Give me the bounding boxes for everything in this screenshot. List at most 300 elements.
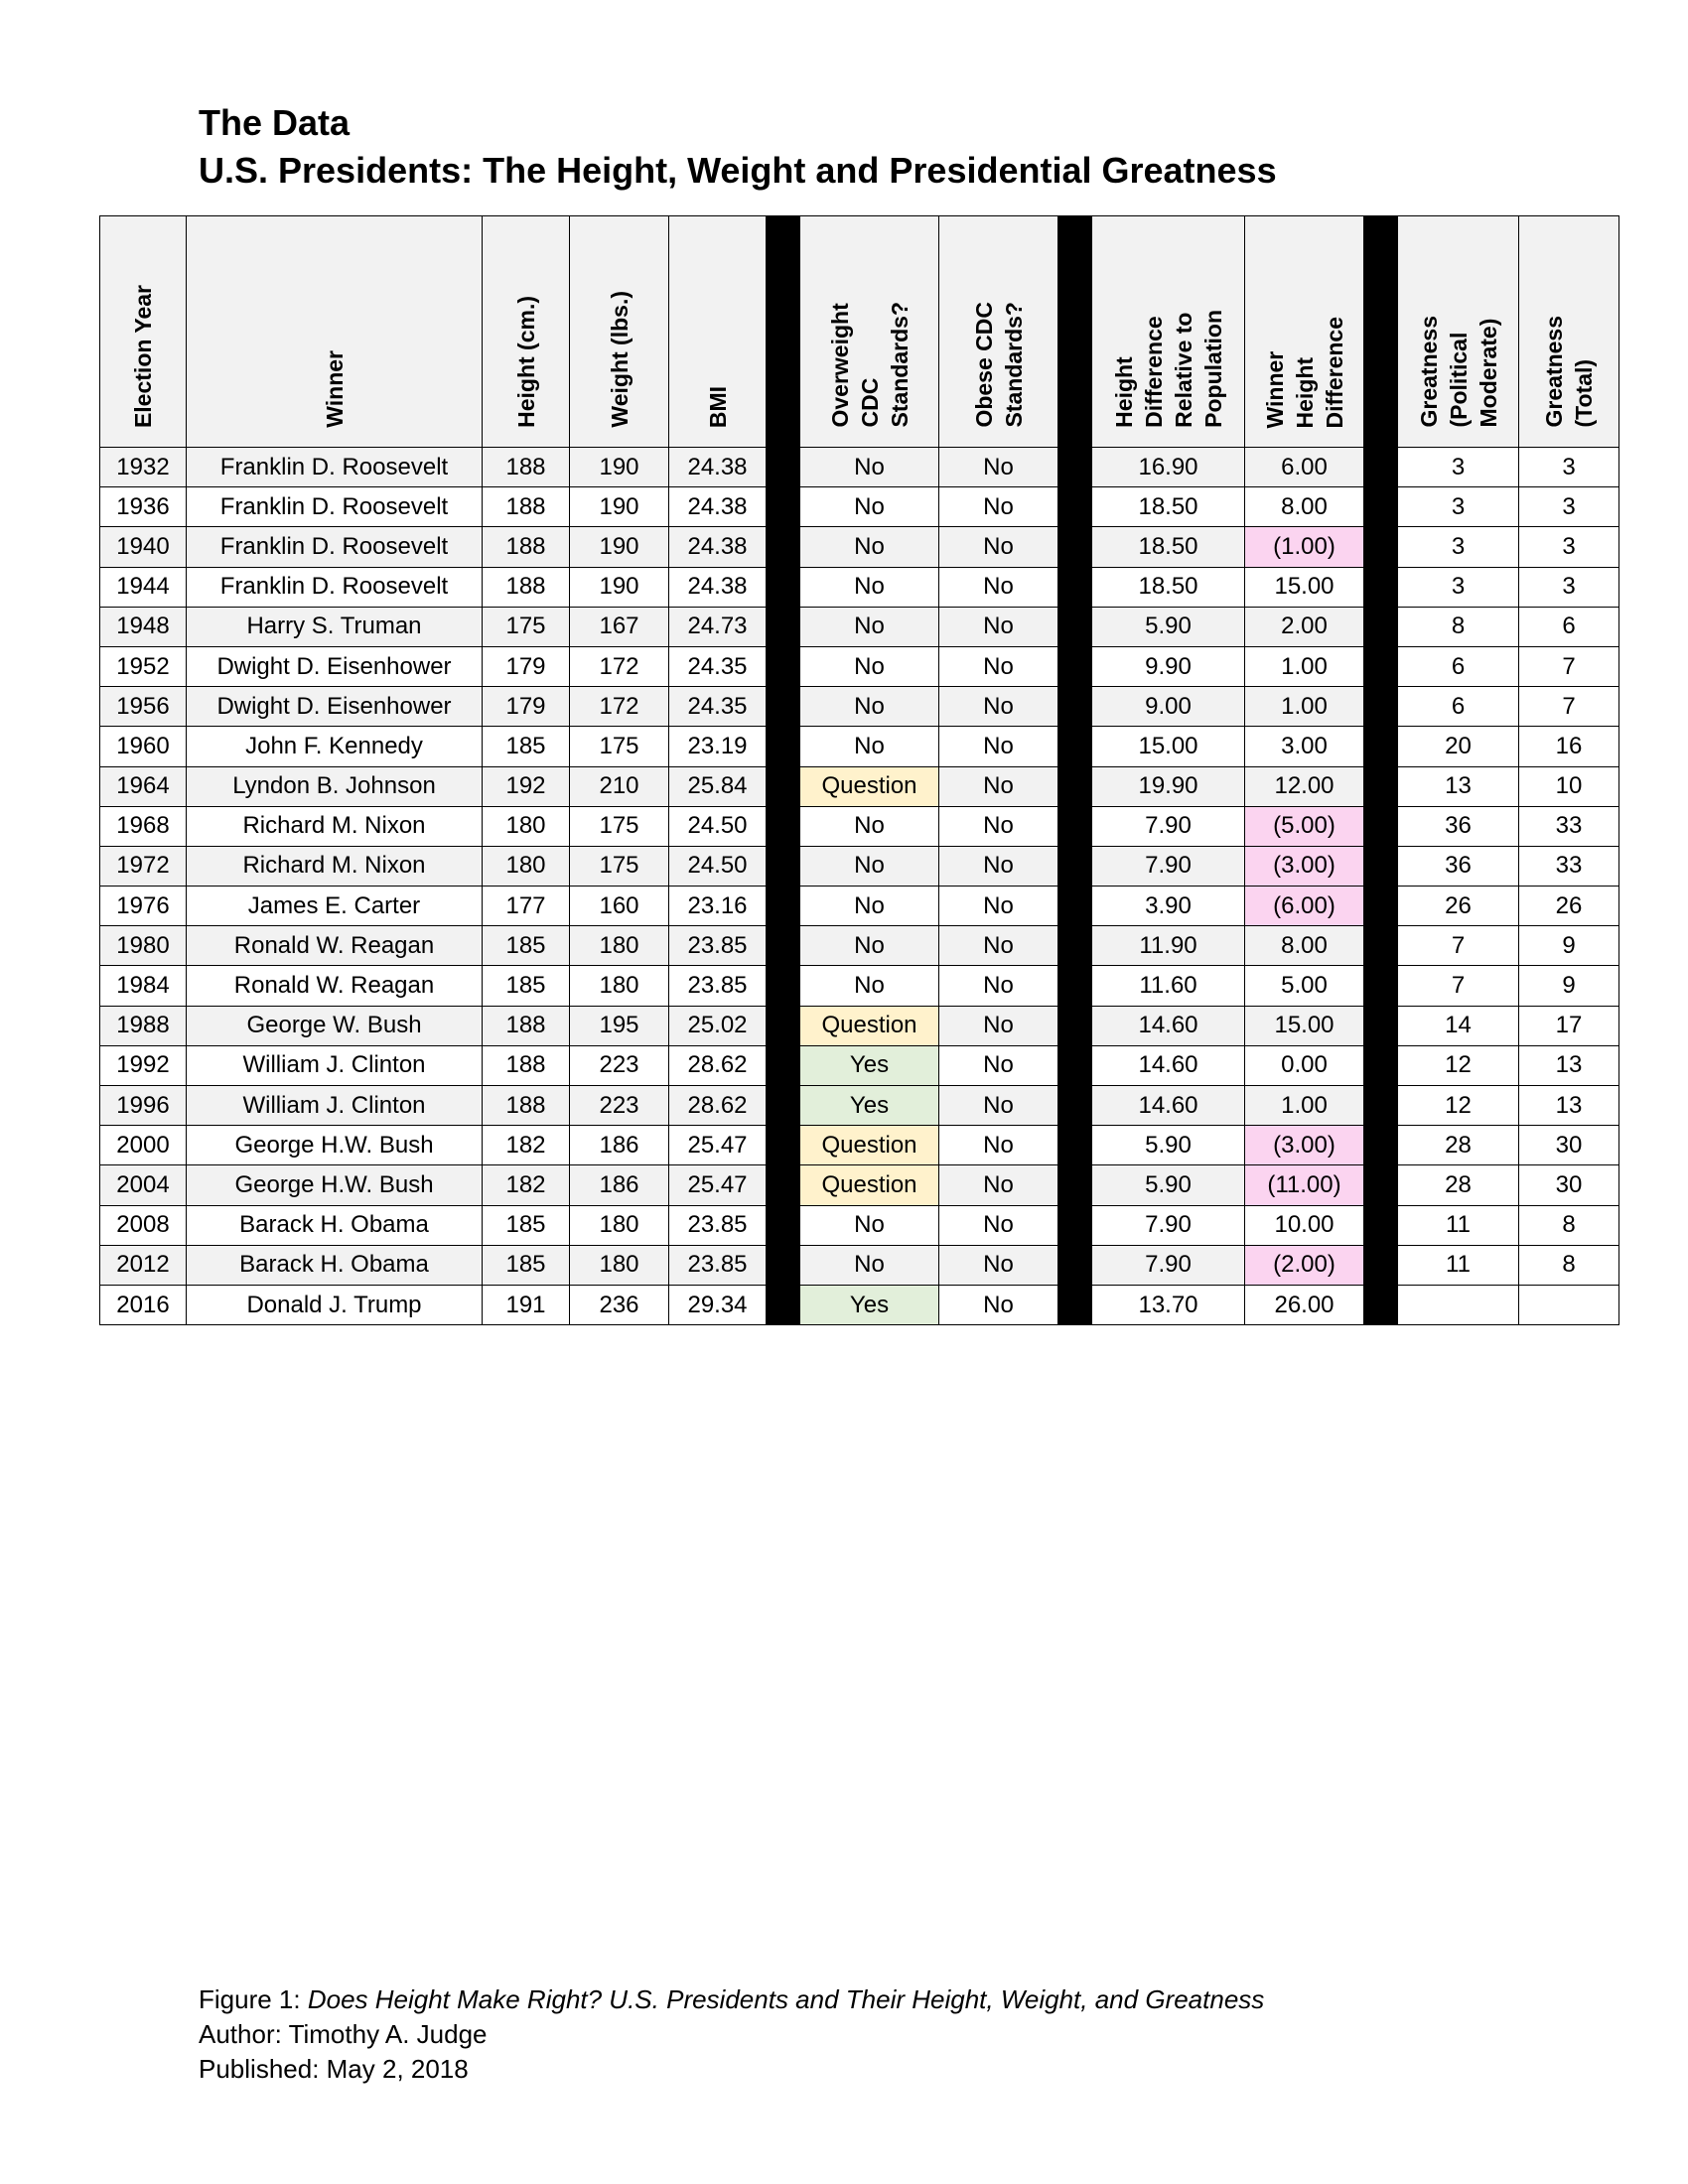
cell-height-diff-pop: 5.90	[1092, 1126, 1245, 1165]
cell-winner-height-diff: 12.00	[1245, 766, 1364, 806]
column-separator	[1058, 1245, 1092, 1285]
column-separator	[1058, 487, 1092, 527]
table-row	[100, 806, 1619, 846]
cell-winner: Franklin D. Roosevelt	[187, 527, 483, 567]
table-row	[100, 1045, 1619, 1085]
cell-height: 185	[483, 727, 570, 766]
page-heading	[199, 99, 1277, 195]
cell-year: 1988	[100, 1006, 187, 1045]
column-separator	[767, 687, 800, 727]
figure-label: Figure 1:	[199, 1984, 308, 2014]
cell-weight: 175	[570, 846, 669, 886]
cell-bmi: 23.85	[669, 1245, 767, 1285]
column-separator	[1364, 1045, 1398, 1085]
cell-weight: 210	[570, 766, 669, 806]
cell-greatness-total: 13	[1519, 1086, 1619, 1126]
cell-greatness-total: 30	[1519, 1165, 1619, 1205]
column-separator	[767, 1086, 800, 1126]
cell-greatness-moderate: 11	[1398, 1205, 1519, 1245]
column-separator	[767, 887, 800, 926]
cell-greatness-moderate	[1398, 1285, 1519, 1324]
column-separator	[1058, 1285, 1092, 1324]
cell-year: 1984	[100, 966, 187, 1006]
cell-obese: No	[939, 1006, 1058, 1045]
cell-bmi: 24.38	[669, 448, 767, 487]
cell-winner: Donald J. Trump	[187, 1285, 483, 1324]
col-header-winner: Winner	[187, 216, 483, 448]
cell-overweight: No	[800, 846, 939, 886]
column-separator	[1364, 1245, 1398, 1285]
table-row	[100, 1086, 1619, 1126]
column-separator	[767, 926, 800, 966]
cell-height: 175	[483, 607, 570, 646]
cell-overweight: Yes	[800, 1285, 939, 1324]
column-separator	[1058, 926, 1092, 966]
cell-bmi: 25.84	[669, 766, 767, 806]
column-separator	[1058, 527, 1092, 567]
cell-winner-height-diff: (3.00)	[1245, 1126, 1364, 1165]
column-separator	[1058, 448, 1092, 487]
cell-winner-height-diff: 8.00	[1245, 487, 1364, 527]
column-separator	[767, 448, 800, 487]
column-separator	[1058, 567, 1092, 607]
cell-winner: Dwight D. Eisenhower	[187, 646, 483, 686]
cell-obese: No	[939, 766, 1058, 806]
column-separator	[1364, 766, 1398, 806]
column-separator	[767, 766, 800, 806]
cell-obese: No	[939, 487, 1058, 527]
cell-greatness-total: 8	[1519, 1245, 1619, 1285]
cell-overweight: No	[800, 926, 939, 966]
cell-year: 1952	[100, 646, 187, 686]
column-separator	[1364, 567, 1398, 607]
cell-greatness-moderate: 20	[1398, 727, 1519, 766]
column-separator	[767, 846, 800, 886]
cell-obese: No	[939, 1045, 1058, 1085]
cell-greatness-total: 3	[1519, 527, 1619, 567]
column-separator	[1364, 607, 1398, 646]
cell-winner: William J. Clinton	[187, 1045, 483, 1085]
cell-overweight: No	[800, 1245, 939, 1285]
cell-height: 188	[483, 527, 570, 567]
cell-height: 180	[483, 806, 570, 846]
cell-winner-height-diff: (5.00)	[1245, 806, 1364, 846]
heading-line-1: The Data	[199, 102, 351, 143]
cell-greatness-total: 9	[1519, 926, 1619, 966]
cell-year: 1932	[100, 448, 187, 487]
table-row	[100, 887, 1619, 926]
cell-height-diff-pop: 7.90	[1092, 1205, 1245, 1245]
column-separator	[1364, 487, 1398, 527]
column-separator	[1058, 806, 1092, 846]
column-separator	[1364, 926, 1398, 966]
heading-line-2: U.S. Presidents: The Height, Weight and Presidential Greatness	[199, 150, 1277, 191]
col-header-bmi: BMI	[669, 216, 767, 448]
cell-bmi: 25.02	[669, 1006, 767, 1045]
cell-winner-height-diff: 15.00	[1245, 1006, 1364, 1045]
cell-bmi: 23.85	[669, 1205, 767, 1245]
cell-height-diff-pop: 5.90	[1092, 1165, 1245, 1205]
cell-obese: No	[939, 448, 1058, 487]
column-separator	[767, 646, 800, 686]
author-line: Author: Timothy A. Judge	[199, 2019, 488, 2049]
cell-year: 1948	[100, 607, 187, 646]
cell-greatness-total: 3	[1519, 487, 1619, 527]
cell-weight: 167	[570, 607, 669, 646]
cell-overweight: Question	[800, 1126, 939, 1165]
column-separator	[1058, 1205, 1092, 1245]
cell-greatness-total: 30	[1519, 1126, 1619, 1165]
cell-obese: No	[939, 846, 1058, 886]
cell-bmi: 28.62	[669, 1086, 767, 1126]
col-header-winner-height-diff: Winner Height Difference	[1245, 216, 1364, 448]
table-row	[100, 926, 1619, 966]
cell-winner-height-diff: 1.00	[1245, 687, 1364, 727]
cell-height: 188	[483, 448, 570, 487]
cell-height: 182	[483, 1165, 570, 1205]
cell-height: 188	[483, 1045, 570, 1085]
cell-overweight: No	[800, 687, 939, 727]
cell-height-diff-pop: 5.90	[1092, 607, 1245, 646]
cell-height-diff-pop: 18.50	[1092, 527, 1245, 567]
cell-height: 188	[483, 487, 570, 527]
cell-weight: 186	[570, 1165, 669, 1205]
column-separator	[767, 1006, 800, 1045]
cell-greatness-total: 9	[1519, 966, 1619, 1006]
cell-winner-height-diff: (11.00)	[1245, 1165, 1364, 1205]
cell-year: 1956	[100, 687, 187, 727]
cell-overweight: No	[800, 806, 939, 846]
cell-weight: 223	[570, 1045, 669, 1085]
column-separator	[1364, 846, 1398, 886]
cell-winner: Barack H. Obama	[187, 1245, 483, 1285]
column-separator	[1364, 966, 1398, 1006]
cell-greatness-moderate: 3	[1398, 448, 1519, 487]
figure-line	[199, 1982, 1264, 2017]
cell-overweight: Yes	[800, 1045, 939, 1085]
cell-winner: George W. Bush	[187, 1006, 483, 1045]
cell-obese: No	[939, 806, 1058, 846]
cell-greatness-total: 7	[1519, 646, 1619, 686]
cell-height: 188	[483, 567, 570, 607]
figure-caption	[199, 1982, 1264, 2087]
cell-height-diff-pop: 18.50	[1092, 567, 1245, 607]
cell-greatness-moderate: 6	[1398, 646, 1519, 686]
table-row	[100, 687, 1619, 727]
table-row	[100, 646, 1619, 686]
cell-overweight: No	[800, 887, 939, 926]
cell-greatness-total: 8	[1519, 1205, 1619, 1245]
cell-overweight: No	[800, 448, 939, 487]
cell-greatness-total: 10	[1519, 766, 1619, 806]
cell-winner-height-diff: 1.00	[1245, 1086, 1364, 1126]
cell-obese: No	[939, 1205, 1058, 1245]
cell-height-diff-pop: 14.60	[1092, 1006, 1245, 1045]
cell-obese: No	[939, 567, 1058, 607]
cell-overweight: No	[800, 607, 939, 646]
table-row	[100, 1006, 1619, 1045]
table-row	[100, 527, 1619, 567]
cell-weight: 223	[570, 1086, 669, 1126]
column-separator	[1364, 806, 1398, 846]
cell-year: 1976	[100, 887, 187, 926]
column-separator	[1364, 727, 1398, 766]
cell-winner: George H.W. Bush	[187, 1126, 483, 1165]
cell-bmi: 24.35	[669, 687, 767, 727]
cell-greatness-moderate: 3	[1398, 487, 1519, 527]
col-header-overweight: Overweight CDC Standards?	[800, 216, 939, 448]
cell-height: 185	[483, 1205, 570, 1245]
cell-greatness-total: 17	[1519, 1006, 1619, 1045]
cell-greatness-total: 3	[1519, 567, 1619, 607]
cell-bmi: 24.38	[669, 567, 767, 607]
table-row	[100, 727, 1619, 766]
cell-greatness-total: 33	[1519, 806, 1619, 846]
cell-winner-height-diff: 3.00	[1245, 727, 1364, 766]
cell-overweight: No	[800, 527, 939, 567]
cell-bmi: 23.85	[669, 966, 767, 1006]
column-separator	[767, 966, 800, 1006]
cell-obese: No	[939, 966, 1058, 1006]
cell-greatness-moderate: 36	[1398, 846, 1519, 886]
table-row	[100, 1126, 1619, 1165]
cell-height-diff-pop: 16.90	[1092, 448, 1245, 487]
col-header-height: Height (cm.)	[483, 216, 570, 448]
column-separator	[767, 1045, 800, 1085]
column-separator	[1058, 607, 1092, 646]
cell-greatness-moderate: 28	[1398, 1126, 1519, 1165]
cell-height-diff-pop: 13.70	[1092, 1285, 1245, 1324]
cell-weight: 190	[570, 527, 669, 567]
cell-winner: James E. Carter	[187, 887, 483, 926]
cell-height-diff-pop: 7.90	[1092, 846, 1245, 886]
cell-year: 2012	[100, 1245, 187, 1285]
cell-overweight: No	[800, 1205, 939, 1245]
cell-obese: No	[939, 646, 1058, 686]
cell-greatness-moderate: 3	[1398, 527, 1519, 567]
cell-overweight: No	[800, 487, 939, 527]
cell-greatness-moderate: 26	[1398, 887, 1519, 926]
column-separator	[1058, 887, 1092, 926]
cell-bmi: 28.62	[669, 1045, 767, 1085]
column-separator	[1058, 1045, 1092, 1085]
col-header-greatness-moderate: Greatness (Political Moderate)	[1398, 216, 1519, 448]
cell-obese: No	[939, 887, 1058, 926]
cell-greatness-moderate: 14	[1398, 1006, 1519, 1045]
cell-greatness-moderate: 13	[1398, 766, 1519, 806]
cell-winner: Harry S. Truman	[187, 607, 483, 646]
cell-winner: Dwight D. Eisenhower	[187, 687, 483, 727]
cell-greatness-total: 16	[1519, 727, 1619, 766]
cell-height: 188	[483, 1006, 570, 1045]
table-row	[100, 487, 1619, 527]
cell-winner: Franklin D. Roosevelt	[187, 487, 483, 527]
cell-height: 182	[483, 1126, 570, 1165]
cell-weight: 190	[570, 487, 669, 527]
cell-winner-height-diff: 26.00	[1245, 1285, 1364, 1324]
cell-height-diff-pop: 15.00	[1092, 727, 1245, 766]
table-row	[100, 1205, 1619, 1245]
column-separator	[767, 1245, 800, 1285]
cell-bmi: 23.85	[669, 926, 767, 966]
cell-height: 179	[483, 646, 570, 686]
cell-year: 1960	[100, 727, 187, 766]
column-separator	[767, 567, 800, 607]
cell-winner-height-diff: 2.00	[1245, 607, 1364, 646]
column-separator	[767, 806, 800, 846]
column-separator	[1058, 1086, 1092, 1126]
cell-greatness-moderate: 3	[1398, 567, 1519, 607]
column-separator	[1058, 1006, 1092, 1045]
cell-bmi: 23.16	[669, 887, 767, 926]
table-row	[100, 567, 1619, 607]
cell-greatness-total: 26	[1519, 887, 1619, 926]
cell-greatness-total: 7	[1519, 687, 1619, 727]
cell-height-diff-pop: 19.90	[1092, 766, 1245, 806]
cell-winner-height-diff: 5.00	[1245, 966, 1364, 1006]
cell-overweight: Question	[800, 1165, 939, 1205]
cell-obese: No	[939, 1126, 1058, 1165]
column-separator	[1058, 727, 1092, 766]
cell-winner-height-diff: 8.00	[1245, 926, 1364, 966]
column-separator	[767, 607, 800, 646]
column-separator	[767, 216, 800, 448]
column-separator	[1058, 1126, 1092, 1165]
column-separator	[1364, 1006, 1398, 1045]
column-separator	[1058, 966, 1092, 1006]
cell-year: 1980	[100, 926, 187, 966]
cell-winner-height-diff: 1.00	[1245, 646, 1364, 686]
cell-height-diff-pop: 9.00	[1092, 687, 1245, 727]
cell-weight: 190	[570, 448, 669, 487]
column-separator	[1364, 646, 1398, 686]
column-separator	[1058, 846, 1092, 886]
column-separator	[767, 727, 800, 766]
cell-height-diff-pop: 11.90	[1092, 926, 1245, 966]
cell-year: 2008	[100, 1205, 187, 1245]
cell-height-diff-pop: 11.60	[1092, 966, 1245, 1006]
cell-greatness-total: 13	[1519, 1045, 1619, 1085]
cell-winner-height-diff: (1.00)	[1245, 527, 1364, 567]
column-separator	[1364, 216, 1398, 448]
cell-winner-height-diff: 15.00	[1245, 567, 1364, 607]
cell-greatness-total: 3	[1519, 448, 1619, 487]
cell-greatness-moderate: 7	[1398, 926, 1519, 966]
cell-winner-height-diff: 6.00	[1245, 448, 1364, 487]
cell-overweight: No	[800, 646, 939, 686]
column-separator	[1364, 1086, 1398, 1126]
cell-greatness-moderate: 12	[1398, 1086, 1519, 1126]
cell-greatness-moderate: 28	[1398, 1165, 1519, 1205]
cell-height: 185	[483, 966, 570, 1006]
cell-bmi: 24.73	[669, 607, 767, 646]
cell-weight: 190	[570, 567, 669, 607]
column-separator	[767, 1205, 800, 1245]
cell-weight: 172	[570, 687, 669, 727]
table-row	[100, 448, 1619, 487]
published-line: Published: May 2, 2018	[199, 2054, 469, 2084]
figure-title: Does Height Make Right? U.S. Presidents and Their Height, Weight, and Greatness	[307, 1984, 1265, 2014]
cell-winner: William J. Clinton	[187, 1086, 483, 1126]
table-header-row	[100, 216, 1619, 448]
cell-overweight: Question	[800, 1006, 939, 1045]
cell-height: 192	[483, 766, 570, 806]
cell-height: 177	[483, 887, 570, 926]
cell-obese: No	[939, 926, 1058, 966]
cell-weight: 180	[570, 1205, 669, 1245]
cell-weight: 180	[570, 966, 669, 1006]
presidents-table	[99, 215, 1619, 1325]
cell-winner: Richard M. Nixon	[187, 806, 483, 846]
cell-year: 1944	[100, 567, 187, 607]
column-separator	[1364, 448, 1398, 487]
cell-bmi: 24.38	[669, 527, 767, 567]
cell-winner: Franklin D. Roosevelt	[187, 567, 483, 607]
column-separator	[1364, 1126, 1398, 1165]
column-separator	[1058, 766, 1092, 806]
column-separator	[1058, 216, 1092, 448]
table-row	[100, 966, 1619, 1006]
cell-height: 191	[483, 1285, 570, 1324]
cell-winner-height-diff: (2.00)	[1245, 1245, 1364, 1285]
cell-winner: John F. Kennedy	[187, 727, 483, 766]
cell-height-diff-pop: 18.50	[1092, 487, 1245, 527]
cell-greatness-moderate: 36	[1398, 806, 1519, 846]
cell-obese: No	[939, 1165, 1058, 1205]
cell-bmi: 24.50	[669, 806, 767, 846]
col-header-height-diff-pop: Height Difference Relative to Population	[1092, 216, 1245, 448]
column-separator	[1364, 887, 1398, 926]
cell-year: 2016	[100, 1285, 187, 1324]
column-separator	[1364, 1285, 1398, 1324]
column-separator	[1364, 527, 1398, 567]
cell-height-diff-pop: 7.90	[1092, 1245, 1245, 1285]
table-row	[100, 846, 1619, 886]
cell-bmi: 29.34	[669, 1285, 767, 1324]
cell-year: 1940	[100, 527, 187, 567]
column-separator	[1058, 1165, 1092, 1205]
column-separator	[1364, 1165, 1398, 1205]
cell-winner: Richard M. Nixon	[187, 846, 483, 886]
cell-weight: 175	[570, 727, 669, 766]
col-header-obese: Obese CDC Standards?	[939, 216, 1058, 448]
cell-overweight: No	[800, 567, 939, 607]
cell-height-diff-pop: 14.60	[1092, 1086, 1245, 1126]
cell-weight: 160	[570, 887, 669, 926]
cell-obese: No	[939, 687, 1058, 727]
cell-year: 1992	[100, 1045, 187, 1085]
cell-year: 2000	[100, 1126, 187, 1165]
cell-obese: No	[939, 527, 1058, 567]
cell-obese: No	[939, 1245, 1058, 1285]
col-header-greatness-total: Greatness (Total)	[1519, 216, 1619, 448]
cell-greatness-total	[1519, 1285, 1619, 1324]
cell-greatness-moderate: 6	[1398, 687, 1519, 727]
table-row	[100, 766, 1619, 806]
cell-year: 1996	[100, 1086, 187, 1126]
cell-winner-height-diff: 10.00	[1245, 1205, 1364, 1245]
cell-obese: No	[939, 727, 1058, 766]
cell-height-diff-pop: 3.90	[1092, 887, 1245, 926]
cell-obese: No	[939, 1086, 1058, 1126]
column-separator	[1058, 646, 1092, 686]
cell-weight: 186	[570, 1126, 669, 1165]
cell-bmi: 24.38	[669, 487, 767, 527]
cell-overweight: No	[800, 966, 939, 1006]
cell-height: 185	[483, 1245, 570, 1285]
col-header-year: Election Year	[100, 216, 187, 448]
cell-weight: 175	[570, 806, 669, 846]
